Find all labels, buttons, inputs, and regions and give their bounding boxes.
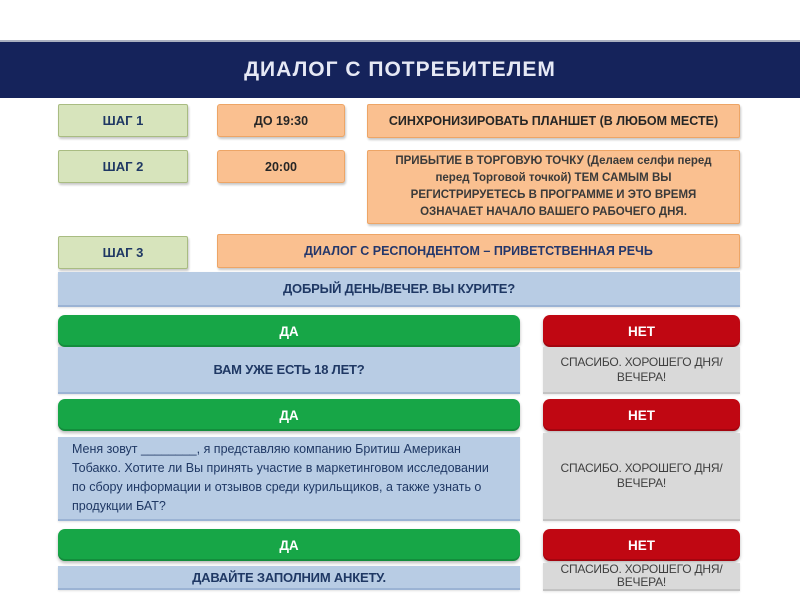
step-1-box: ШАГ 1 (58, 104, 188, 137)
intro-script-box: Меня зовут ________, я представляю компанию Бритиш Американ Тобакко. Хотите ли Вы принять участие в маркетинговом исследовании по сбору информации и отзывов среди курильщиков, а также узнать о продукции БАТ? (58, 437, 520, 521)
decline-message-1: СПАСИБО. ХОРОШЕГО ДНЯ/ВЕЧЕРА! (543, 347, 740, 394)
yes-button-2[interactable]: ДА (58, 399, 520, 431)
step-2-time: 20:00 (217, 150, 345, 183)
decline-message-2: СПАСИБО. ХОРОШЕГО ДНЯ/ВЕЧЕРА! (543, 433, 740, 521)
step-2-box: ШАГ 2 (58, 150, 188, 183)
step-1-action: СИНХРОНИЗИРОВАТЬ ПЛАНШЕТ (В ЛЮБОМ МЕСТЕ) (367, 104, 740, 138)
question-smoke-bar: ДОБРЫЙ ДЕНЬ/ВЕЧЕР. ВЫ КУРИТЕ? (58, 272, 740, 307)
yes-button-1[interactable]: ДА (58, 315, 520, 347)
decline-message-3: СПАСИБО. ХОРОШЕГО ДНЯ/ВЕЧЕРА! (543, 563, 740, 591)
step-2-action: ПРИБЫТИЕ В ТОРГОВУЮ ТОЧКУ (Делаем селфи перед перед Торговой точкой) ТЕМ САМЫМ ВЫ РЕГИСТРИРУЕТЕСЬ В ПРОГРАММЕ И ЭТО ВРЕМЯ ОЗНАЧАЕТ НАЧАЛО ВАШЕГО РАБОЧЕГО ДНЯ. (367, 150, 740, 224)
no-button-1[interactable]: НЕТ (543, 315, 740, 347)
step-3-box: ШАГ 3 (58, 236, 188, 269)
no-button-3[interactable]: НЕТ (543, 529, 740, 561)
question-age-bar: ВАМ УЖЕ ЕСТЬ 18 ЛЕТ? (58, 347, 520, 394)
survey-prompt-bar: ДАВАЙТЕ ЗАПОЛНИМ АНКЕТУ. (58, 566, 520, 590)
no-button-2[interactable]: НЕТ (543, 399, 740, 431)
step-1-time: ДО 19:30 (217, 104, 345, 137)
yes-button-3[interactable]: ДА (58, 529, 520, 561)
step-3-action: ДИАЛОГ С РЕСПОНДЕНТОМ – ПРИВЕТСТВЕННАЯ РЕЧЬ (217, 234, 740, 268)
header-bar (0, 40, 800, 98)
slide-title: ДИАЛОГ С ПОТРЕБИТЕЛЕМ (244, 58, 556, 81)
